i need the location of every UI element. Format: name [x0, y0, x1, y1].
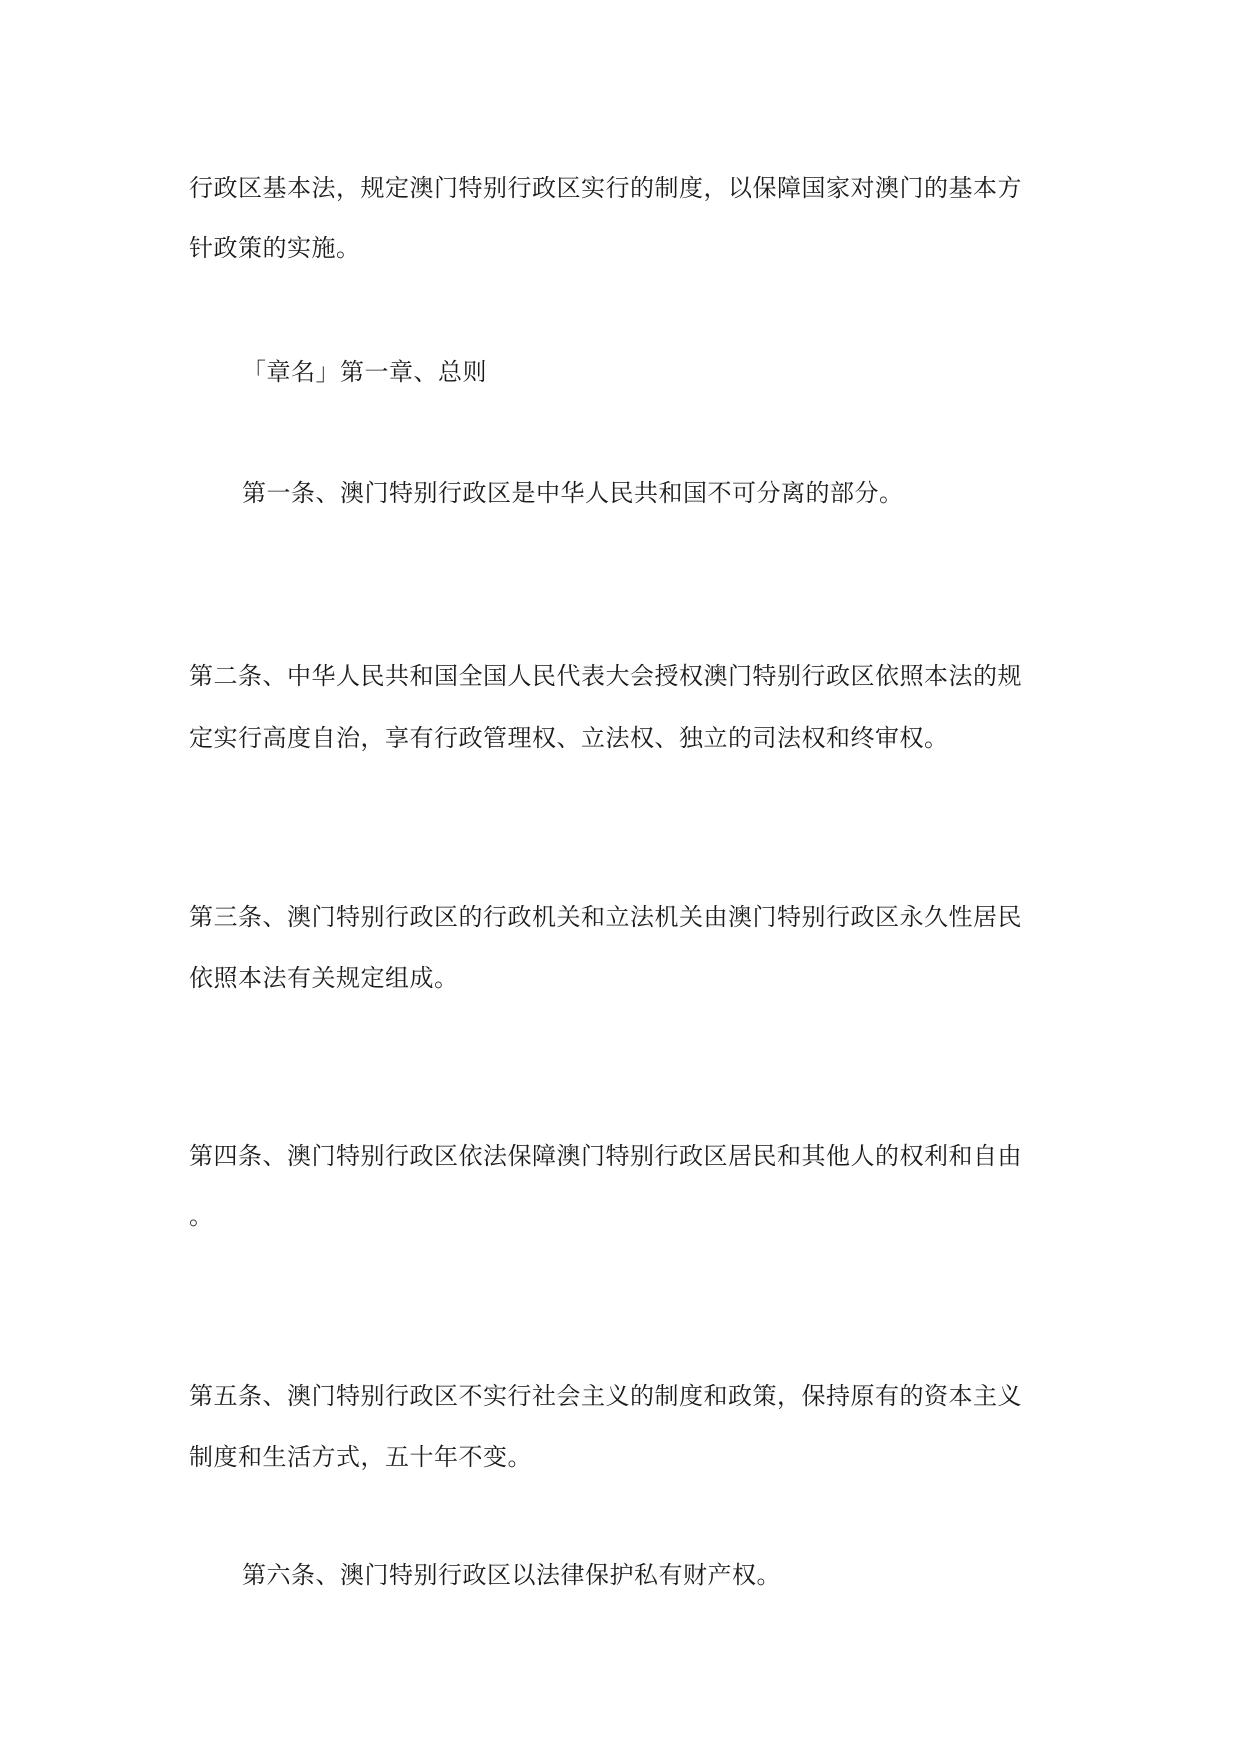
article-4-line-1: 第四条、澳门特别行政区依法保障澳门特别行政区居民和其他人的权利和自由 [189, 1142, 1022, 1170]
chapter-heading: 「章名」第一章、总则 [242, 358, 487, 386]
article-3-line-1: 第三条、澳门特别行政区的行政机关和立法机关由澳门特别行政区永久性居民 [189, 903, 1022, 931]
article-4-line-2: 。 [189, 1202, 214, 1230]
article-5-line-2: 制度和生活方式，五十年不变。 [189, 1443, 532, 1471]
article-2-line-2: 定实行高度自治，享有行政管理权、立法权、独立的司法权和终审权。 [189, 724, 949, 752]
article-5-line-1: 第五条、澳门特别行政区不实行社会主义的制度和政策，保持原有的资本主义 [189, 1382, 1022, 1410]
article-1-line-1: 第一条、澳门特别行政区是中华人民共和国不可分离的部分。 [242, 479, 904, 507]
article-6-line-1: 第六条、澳门特别行政区以法律保护私有财产权。 [242, 1561, 781, 1589]
paragraph-preamble-line-1: 行政区基本法，规定澳门特别行政区实行的制度，以保障国家对澳门的基本方 [189, 174, 1022, 202]
article-3-line-2: 依照本法有关规定组成。 [189, 964, 459, 992]
paragraph-preamble-line-2: 针政策的实施。 [189, 234, 361, 262]
article-2-line-1: 第二条、中华人民共和国全国人民代表大会授权澳门特别行政区依照本法的规 [189, 662, 1022, 690]
